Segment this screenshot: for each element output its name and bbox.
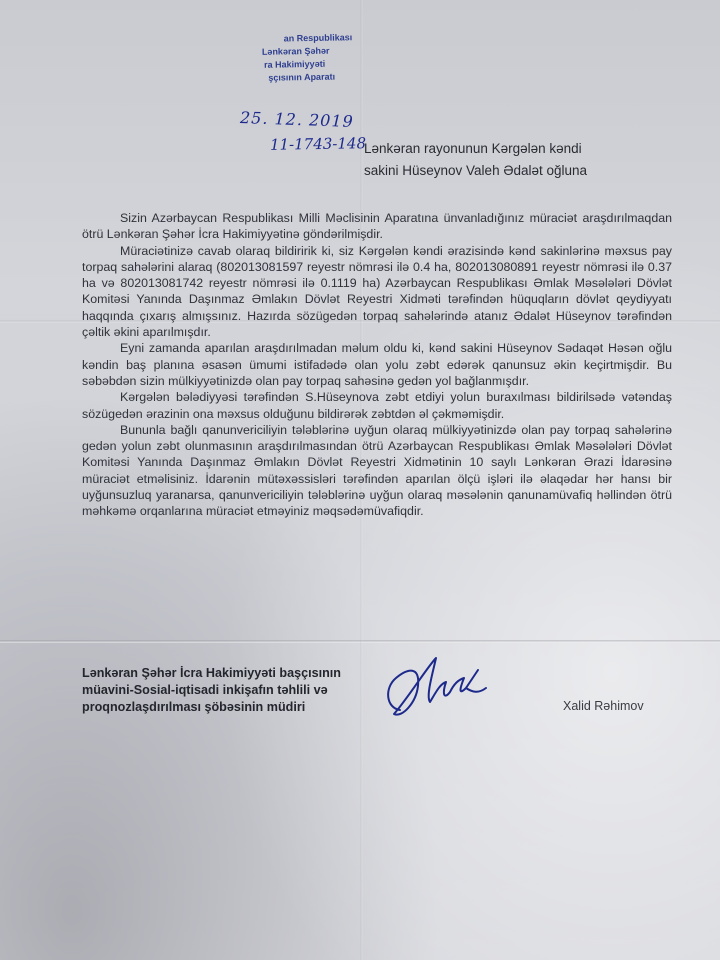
handwritten-reference-number: 11-1743-148 (269, 134, 367, 154)
stamp-line: an Respublikası (283, 32, 353, 44)
addressee-line: Lənkəran rayonunun Kərgələn kəndi (364, 141, 582, 156)
stamp-line: Lənkəran Şəhər (261, 45, 330, 57)
handwritten-date: 25. 12. 2019 (239, 108, 355, 131)
signatory-title (82, 665, 382, 716)
stamp-line: ra Hakimiyyəti (264, 58, 326, 70)
signatory-name: Xalid Rəhimov (563, 699, 644, 713)
stamp-line: şçısının Aparatı (268, 71, 336, 83)
handwritten-signature (378, 648, 498, 728)
signatory-title-line: Lənkəran Şəhər İcra Hakimiyyəti başçısının (82, 666, 341, 680)
body-paragraph: Bununla bağlı qanunvericiliyin tələblərinə uyğun olaraq mülkiyyətinizdə olan pay torpaq sahələrinə gedən yolun zəbt olunmasının araşdırılmasından ötrü Azərbaycan Respublikası Əmlak Məsələləri Dövlət Komitəsi Yanında Daşınmaz Əmlakın Dövlət Reyestri Xidmətinin 10 saylı Lənkəran Ərazi İdarəsinə müraciət etməlisiniz. İdarənin mütəxəssisləri tərəfindən aparılan ölçü işləri ilə əlaqədar hər hansı bir uyğunsuzluq yaranarsa, qanunvericiliyin tələblərinə uyğun olaraq məsələnin qanunamüvafiq həllindən ötrü məhkəmə orqanlarına müraciət etməyiniz məqsədəmüvafiqdir. (82, 422, 672, 519)
addressee-line: sakini Hüseynov Valeh Ədalət oğluna (364, 163, 588, 178)
addressee-block (364, 138, 664, 182)
letter-body (82, 210, 672, 520)
official-stamp (250, 31, 371, 85)
signatory-title-line: müavini-Sosial-iqtisadi inkişafın təhlili və (82, 683, 328, 697)
signatory-title-line: proqnozlaşdırılması şöbəsinin müdiri (82, 700, 306, 714)
body-paragraph: Müraciətinizə cavab olaraq bildiririk ki, siz Kərgələn kəndi ərazisində kənd sakinlərinə məxsus pay torpaq sahələrini alaraq (802013081597 reyestr nömrəsi ilə 0.4 ha, 802013080891 reyestr nömrəsi ilə 0.37 ha və 802013081742 reyestr nömrəsi ilə 0.1119 ha) Azərbaycan Respublikası Əmlak Məsələləri Dövlət Komitəsi Yanında Daşınmaz Əmlakın Dövlət Reyestri Xidməti tərəfindən hüquqların dövlət qeydiyyatı haqqında çıxarış almışsınız. Hazırda sözügedən torpaq sahələrində atanız Ədalət Hüseynov tərəfindən çəltik əkini aparılmışdır. (82, 243, 672, 340)
body-paragraph: Sizin Azərbaycan Respublikası Milli Məclisinin Aparatına ünvanladığınız müraciət araşdırılmaqdan ötrü Lənkəran Şəhər İcra Hakimiyyətinə göndərilmişdir. (82, 211, 672, 242)
body-paragraph: Eyni zamanda aparılan araşdırılmadan məlum oldu ki, kənd sakini Hüseynov Sədaqət Həsən oğlu kəndin baş planına əsasən ümumi istifadədə olan yolu zəbt edərək qanunsuz əkin keçirtmişdir. Bu səbəbdən sizin mülkiyyətinizdə olan pay torpaq sahəsinə gedən yol bağlanmışdır. (82, 341, 672, 388)
body-paragraph: Kərgələn bələdiyyəsi tərəfindən S.Hüseynova zəbt etdiyi yolun buraxılması bildirilsədə vətəndaş sözügedən ərazinin ona məxsus olduğunu bildirərək zəbtdən əl çəkməmişdir. (82, 390, 672, 421)
